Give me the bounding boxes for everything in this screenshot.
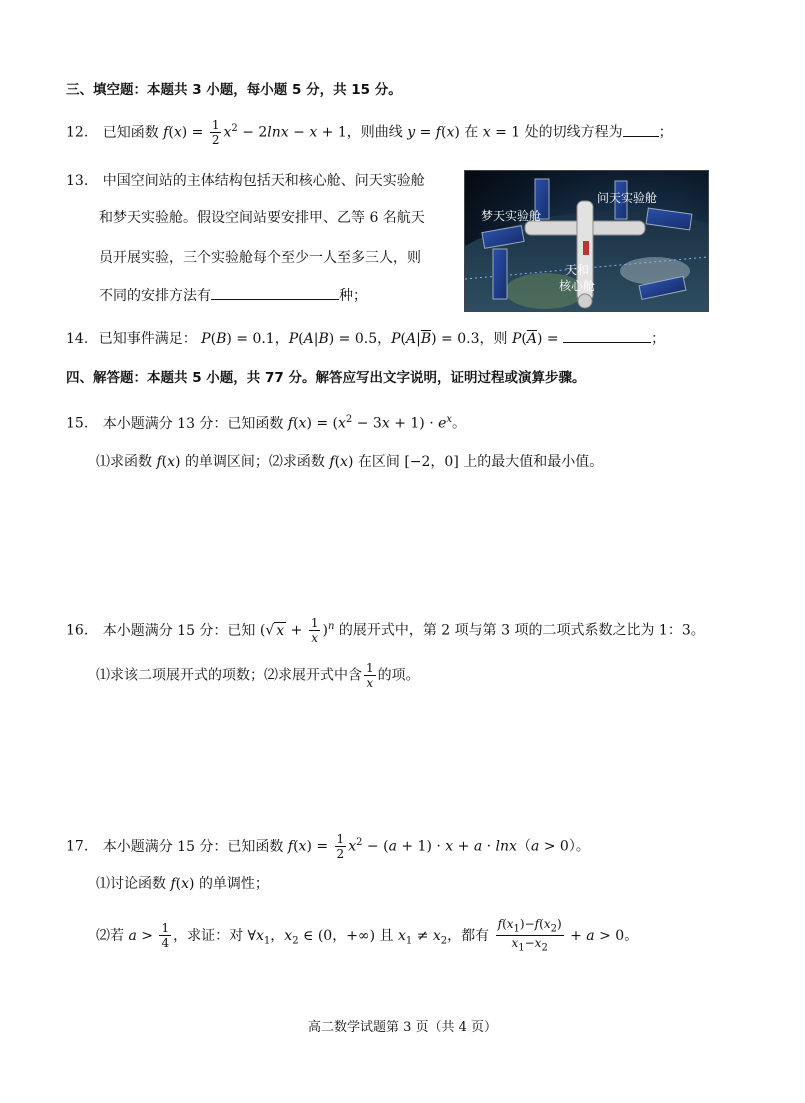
question-number: 14. [66, 331, 89, 347]
label-tianhe-2: 核心舱 [559, 279, 596, 293]
section-3-title: 三、填空题：本题共 3 小题，每小题 5 分，共 15 分。 [66, 82, 402, 98]
question-15: 15. 本小题满分 13 分：已知函数 $f(x) = (x^2 - 3x + 1) \cdot e^x$。 [66, 414, 467, 432]
question-14: 14. 已知事件满足： P(B) = 0.1，P(A|B) = 0.5，$P(A|\overline{B}) = 0.3$，则 $P(\overline{A})$ = ； [66, 328, 665, 350]
question-12: 12. 已知函数 f(x) = $\frac{1}{2}$ $x^2 - 2\ln x - x + 1$，则曲线 y = f(x) 在 x = 1 处的切线方程为 ； [66, 118, 673, 148]
question-number: 12. [66, 124, 89, 141]
label-wentian: 问天实验舱 [597, 191, 658, 205]
question-15-parts: ⑴求函数 f(x) 的单调区间；⑵求函数 f(x) 在区间 [−2，0] 上的最大值和最小值。 [96, 454, 604, 470]
question-13-line-1: 13. 中国空间站的主体结构包括天和核心舱、问天实验舱 [66, 173, 425, 189]
label-mengtian: 梦天实验舱 [481, 209, 542, 223]
question-number: 17. [66, 838, 89, 855]
question-13-line-2: 和梦天实验舱。假设空间站要安排甲、乙等 6 名航天 [99, 210, 425, 226]
page-footer: 高二数学试题第 3 页（共 4 页） [307, 1020, 498, 1035]
answer-blank[interactable] [563, 328, 651, 343]
answer-blank[interactable] [211, 285, 339, 300]
question-number: 13. [66, 173, 89, 189]
math-expression: f [163, 124, 169, 141]
question-number: 16. [66, 622, 89, 639]
question-16: 16. 本小题满分 15 分：已知 (√ x + $\frac{1}{x}$ )$^n$ 的展开式中，第 2 项与第 3 项的二项式系数之比为 1：3。 [66, 616, 705, 646]
question-13-line-4: 不同的安排方法有 种； [99, 285, 367, 307]
question-17-part-2: ⑵若 a > $\frac{1}{4}$ ，求证：对 $\forall x_1$，$x_2$ ∈ (0，+∞) 且 $x_1 \ne x_2$，都有 $\frac{f(x_1)-f(x_2)}{x_1-x_2}$ + a > 0。 [96, 917, 639, 954]
question-17-part-1: ⑴讨论函数 f(x) 的单调性； [96, 876, 269, 892]
question-13-line-3: 员开展实验，三个实验舱每个至少一人至多三人，则 [99, 250, 421, 266]
question-17: 17. 本小题满分 15 分：已知函数 f(x) = $\frac{1}{2}$ $x^2 - (a + 1) \cdot x + a \cdot \ln x(a > 0)$。 [66, 832, 590, 862]
label-tianhe-1: 天和 [565, 263, 590, 277]
answer-blank[interactable] [623, 122, 659, 137]
space-station-image [464, 170, 709, 312]
question-text: 已知函数 [102, 124, 159, 141]
question-number: 15. [66, 415, 89, 432]
section-4-title: 四、解答题：本题共 5 小题，共 77 分。解答应写出文字说明，证明过程或演算步骤。 [66, 370, 586, 386]
question-16-parts: ⑴求该二项展开式的项数；⑵求展开式中含 $\frac{1}{x}$ 的项。 [96, 661, 420, 690]
